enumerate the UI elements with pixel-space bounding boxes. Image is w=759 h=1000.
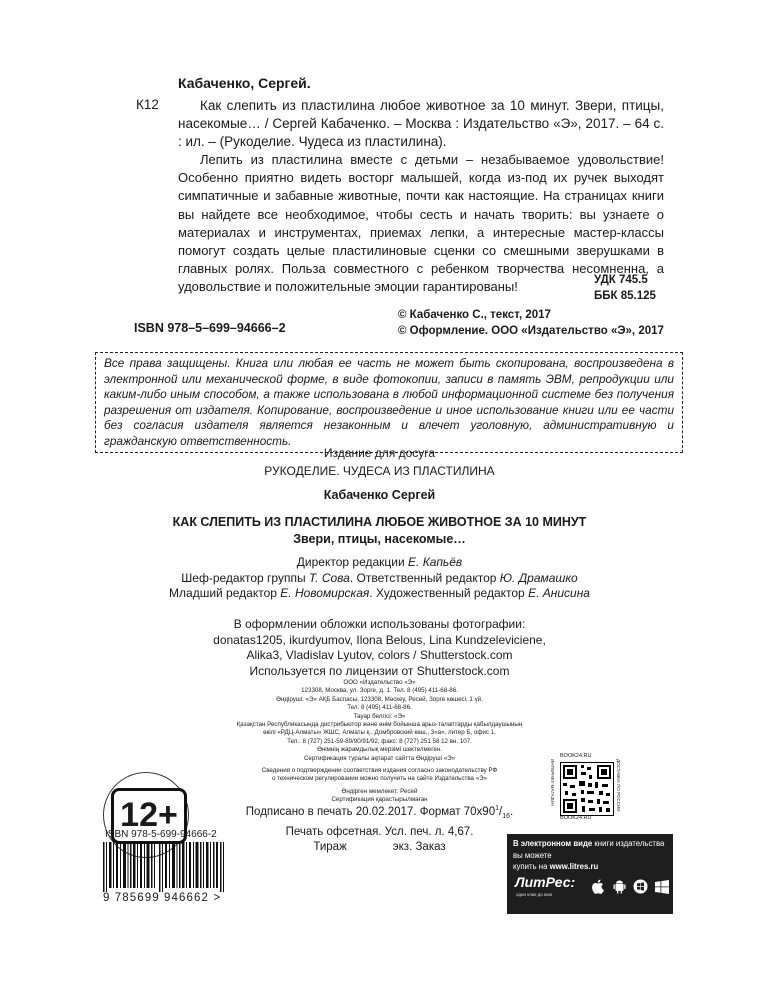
edition-type: Издание для досуга xyxy=(323,446,436,460)
publisher-info-line: өкілі «РДЦ-Алматы» ЖШС, Алматы қ., Домбровский көш., 3«а», литер Б, офис 1. xyxy=(263,729,496,737)
litres-line1-bold: В электронном виде xyxy=(513,839,593,848)
copyright-block xyxy=(398,307,664,339)
litres-line2-pre: купить на xyxy=(513,862,550,871)
director-label: Директор редакции xyxy=(296,555,405,569)
publisher-info-line: Тауар белгісі: «Э» xyxy=(353,712,406,720)
bibliographic-record: Как слепить из пластилина любое животное за 10 минут. Звери, птицы, насекомые… / Сергей Кабаченко. – Москва : Издательство «Э», 2017. – 64 с. : ил. – (Рукоделие. Чудеса из пластилина). xyxy=(178,98,664,149)
publisher-info-line: Өндіруші: «Э» АҚБ Баспасы, 123308, Мәскеу, Ресей, Зорге көшесі, 1 үй. xyxy=(276,695,483,703)
windows-icon xyxy=(654,878,669,895)
imprint-title: КАК СЛЕПИТЬ ИЗ ПЛАСТИЛИНА ЛЮБОЕ ЖИВОТНОЕ ЗА 10 МИНУТ xyxy=(172,515,587,529)
catalog-code: К12 xyxy=(136,97,159,112)
staff-line-director xyxy=(0,555,759,571)
photo-credits-line: Используется по лицензии от Shutterstock.com xyxy=(249,663,510,678)
publisher-info-line: Тел.: 8 (727) 251-59-89/90/91/92, факс: 8 (727) 251 58 12 вн. 107. xyxy=(287,737,472,745)
qr-code-icon xyxy=(560,762,614,816)
qr-block xyxy=(520,753,670,823)
litres-logo: ЛитРес: xyxy=(515,874,576,890)
rights-notice: Все права защищены. Книга или любая ее часть не может быть скопирована, воспроизведена в электронной или механической форме, в виде фотокопии, записи в память ЭВМ, репродукции или каким-либо иным способом, а также использована в любой информационной системе без получения разрешения от издателя. Копирование, воспроизведение и иное использование книги или ее части без согласия издателя является незаконным и влечет уголовную, административную и гражданскую ответственность. xyxy=(95,352,683,453)
copies-label: экз. Заказ xyxy=(392,841,446,854)
print-offset: Печать офсетная. Усл. печ. л. 4,67. xyxy=(285,825,474,838)
editorial-staff xyxy=(0,555,759,602)
litres-line1-rest: книги издательства вы можете xyxy=(513,839,665,860)
chief-label: Шеф-редактор группы xyxy=(181,570,306,585)
format-numerator: 1 xyxy=(495,805,500,812)
litres-promo xyxy=(507,834,673,914)
series-name: РУКОДЕЛИЕ. ЧУДЕСА ИЗ ПЛАСТИЛИНА xyxy=(264,464,495,478)
photo-credits-line: donatas1205, ikurdyumov, Ilona Belous, Lina Kundzeleviciene, xyxy=(213,632,546,647)
publisher-info-line: Өнімнің жарамдылық мерзімі шектелмеген. xyxy=(317,746,442,754)
resp-label: . Ответственный редактор xyxy=(349,570,497,585)
qr-left-label: ИНТЕРНЕТ-МАГАЗИН xyxy=(550,759,555,806)
photo-credits xyxy=(0,617,759,679)
catalog-isbn: ISBN 978–5–699–94666–2 xyxy=(134,321,286,335)
book-annotation: Лепить из пластилина вместе с детьми – незабываемое удовольствие! Особенно приятно видеть восторг малышей, когда из-под их ручек выходят симпатичные и забавные животные, почти как настоящие. На страницах книги вы найдете все необходимое, чтобы сесть и начать творить: вы узнаете о материалах и инструментах, приемах лепки, а интересные мастер-классы помогут создать целые пластилиновые сценки со смешными зверушками в главных ролях. Польза совместного с ребенком творчества несомненна, а удовольствие и положительные эмоции гарантированы! xyxy=(178,152,664,295)
publisher-info-line: 123308, Москва, ул. Зорге, д. 1. Тел. 8 (495) 411-68-86. xyxy=(301,687,458,695)
print-signed: Подписано в печать 20.02.2017. Формат $70x90^1/_{16}$. xyxy=(245,805,514,821)
publisher-info-line: Қазақстан Республикасында дистрибьютор және өнім бойынша арыз-талаптарды қабылдаушының xyxy=(236,721,523,729)
barcode-digits: 9 785699 946662 > xyxy=(103,892,222,904)
photo-credits-line: Alika3, Vladislav Lyutov, colors / Shutterstock.com xyxy=(246,648,513,662)
litres-url[interactable]: www.litres.ru xyxy=(549,862,599,871)
litres-tagline: один клик до книг xyxy=(516,892,553,897)
udk-code: УДК 745.5 xyxy=(594,274,648,286)
apple-icon xyxy=(591,878,606,895)
age-rating-value: 12+ xyxy=(111,788,187,844)
publisher-info-line: Сведения о подтверждении соответствия издания согласно законодательству РФ xyxy=(261,767,498,775)
art-label: . Художественный редактор xyxy=(369,586,525,600)
director-name: Е. Капьёв xyxy=(408,555,463,569)
signed-text: Подписано в печать 20.02.2017. Формат 70x90 xyxy=(245,805,496,818)
qr-top-label: BOOK24.RU xyxy=(560,753,592,759)
windows-phone-icon xyxy=(633,878,648,895)
qr-right-label: ДОСТАВКА ПО РОССИИ xyxy=(616,759,621,812)
catalog-author: Кабаченко, Сергей. xyxy=(178,75,311,91)
barcode-isbn: ISBN 978-5-699-94666-2 xyxy=(105,829,217,840)
publisher-info-line: ООО «Издательство «Э» xyxy=(343,679,416,686)
publisher-info-line: Тел. 8 (495) 411-68-86. xyxy=(347,704,412,712)
publisher-info-line: Сертификация туралы ақпарат сайтта Өндіруші «Э» xyxy=(303,754,456,762)
run-label: Тираж xyxy=(313,841,347,854)
chief-name: Т. Сова xyxy=(308,570,350,585)
art-name: Е. Анисина xyxy=(528,586,590,600)
litres-text xyxy=(513,838,668,873)
junior-name: Е. Новомирская xyxy=(280,586,370,600)
imprint-subtitle: Звери, птицы, насекомые… xyxy=(293,532,466,546)
format-denominator: 16 xyxy=(502,813,511,821)
platform-icons xyxy=(591,878,669,895)
copyright-text: © Кабаченко С., текст, 2017 xyxy=(398,309,551,321)
classification-codes xyxy=(594,272,656,304)
publisher-info-line: Сертификация қарастырылмаған xyxy=(331,796,428,804)
staff-line-junior xyxy=(0,586,759,602)
staff-line-chief xyxy=(0,571,759,587)
imprint-author: Кабаченко Сергей xyxy=(323,488,436,502)
publisher-info-line: Өндірген мемлекет: Ресей xyxy=(341,787,418,795)
signed-end: . xyxy=(510,805,514,818)
qr-bottom-label: BOOK24.RU xyxy=(560,815,592,821)
resp-name: Ю. Драмашко xyxy=(499,570,578,585)
bbk-code: ББК 85.125 xyxy=(594,290,656,302)
copyright-design: © Оформление. ООО «Издательство «Э», 2017 xyxy=(398,325,664,337)
junior-label: Младший редактор xyxy=(169,586,277,600)
android-icon xyxy=(612,878,627,895)
publisher-info-line: о техническом регулировании можно получить на сайте Издательства «Э» xyxy=(271,775,488,783)
barcode-icon xyxy=(103,842,229,892)
photo-credits-line: В оформлении обложки использованы фотографии: xyxy=(233,617,526,631)
